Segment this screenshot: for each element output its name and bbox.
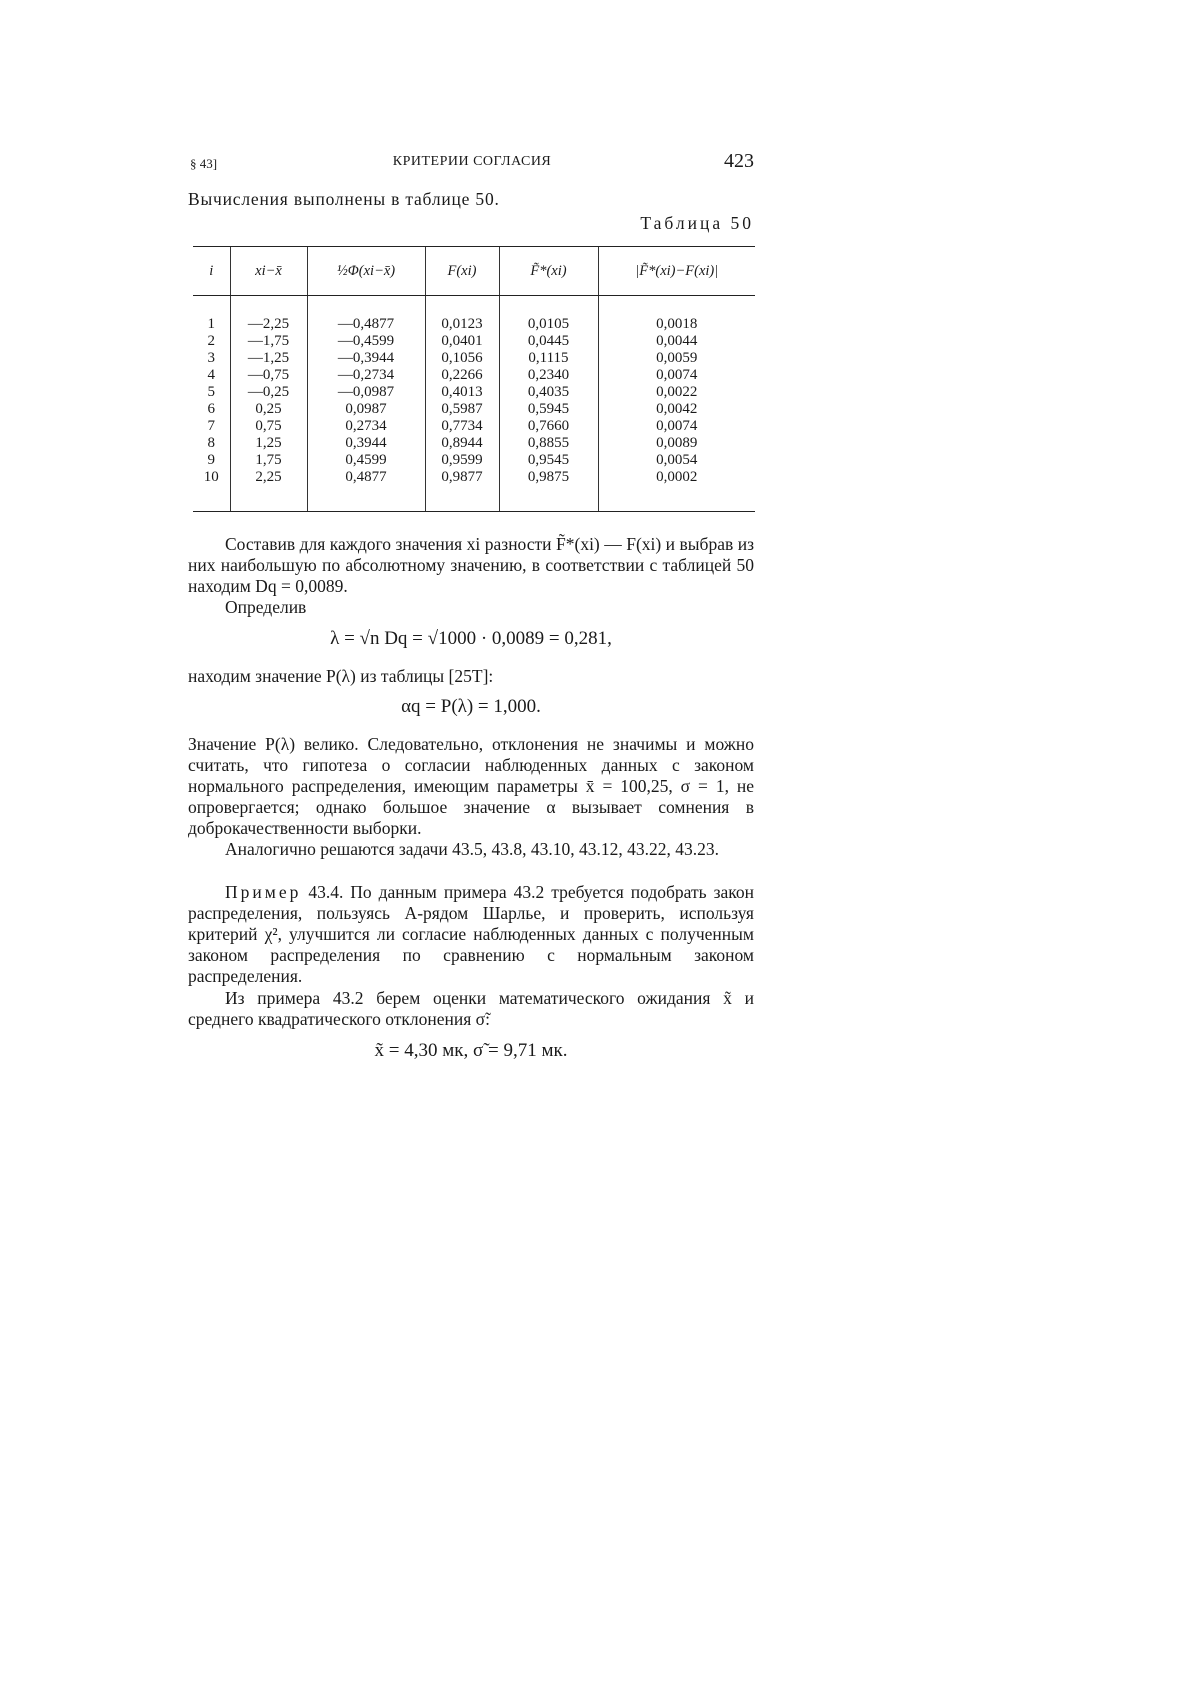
table-cell: 0,3944 (345, 435, 387, 451)
table-cell: 0,7660 (527, 418, 570, 434)
table-cell: 8 (207, 435, 215, 451)
table-cell: 4 (207, 367, 215, 383)
paragraph-5: Аналогично решаются задачи 43.5, 43.8, 43.10, 43.12, 43.22, 43.23. (225, 839, 719, 859)
table-cell: 2,25 (255, 469, 282, 485)
page-number: 423 (724, 150, 754, 172)
table-cell: 7 (207, 418, 215, 434)
table-cell: 0,5987 (441, 401, 483, 417)
table-cell: —0,2734 (337, 367, 395, 383)
table-cell: 9 (207, 452, 215, 468)
table-cell: —0,4599 (337, 333, 395, 349)
table-cell: 0,0018 (656, 316, 698, 332)
table-cell: 0,0123 (441, 316, 483, 332)
col-header-half-phi: ½Φ(xi−x̄) (307, 247, 425, 296)
table-cell: 0,0074 (656, 418, 698, 434)
table-cell: 0,0089 (656, 435, 698, 451)
table-cell: 6 (207, 401, 215, 417)
table-cell: —1,25 (247, 350, 290, 366)
table-cell: —0,3944 (337, 350, 395, 366)
col-abs-diff (598, 296, 755, 512)
table-cell: 0,9875 (527, 469, 570, 485)
table-cell: 0,0987 (345, 401, 387, 417)
equation-alpha: αq = P(λ) = 1,000. (401, 696, 541, 717)
col-header-i: i (193, 247, 230, 296)
table-cell: 1 (207, 316, 215, 332)
table-cell: 0,0044 (656, 333, 698, 349)
table-cell: 0,2266 (441, 367, 483, 383)
table-cell: —2,25 (247, 316, 290, 332)
table-cell: —0,25 (247, 384, 290, 400)
table-cell: 0,0002 (656, 469, 698, 485)
table-cell: 5 (207, 384, 215, 400)
table-cell: 0,0022 (656, 384, 698, 400)
table-cell: 0,4599 (345, 452, 387, 468)
table-cell: —0,75 (247, 367, 290, 383)
col-f (425, 296, 499, 512)
table-cell: 0,5945 (527, 401, 570, 417)
table-cell: 0,4035 (527, 384, 570, 400)
intro-line: Вычисления выполнены в таблице 50. (188, 189, 500, 209)
paragraph-6 (188, 882, 754, 987)
table-cell: 10 (203, 469, 219, 485)
table-cell: 0,0042 (656, 401, 698, 417)
table-cell: 0,1115 (528, 350, 569, 366)
table-cell: 0,9599 (441, 452, 483, 468)
equation-lambda: λ = √n Dq = √1000 · 0,0089 = 0,281, (330, 628, 612, 649)
paragraph-7: Из примера 43.2 берем оценки математического ожидания x̃ и среднего квадратического отклонения σ̃: (188, 988, 754, 1029)
paragraph-4: Значение P(λ) велико. Следовательно, отклонения не значимы и можно считать, что гипотеза о согласии наблюденных данных с законом нормального распределения, имеющим параметры x̄ = 100,25, σ = 1, не опровергается; однако большое значение α вызывает сомнения в доброкачественности выборки. (188, 734, 754, 838)
table-cell: 1,75 (255, 452, 282, 468)
table-cell: 0,2734 (345, 418, 387, 434)
table-row (193, 296, 755, 512)
table-cell: 0,0059 (656, 350, 698, 366)
paragraph-2: Определив (225, 597, 307, 617)
table-cell: 0,8944 (441, 435, 483, 451)
table-cell: 0,9877 (441, 469, 483, 485)
paragraph-3: находим значение P(λ) из таблицы [25Т]: (188, 666, 494, 686)
table-cell: 0,9545 (527, 452, 570, 468)
col-header-f-star: F̃*(xi) (499, 247, 598, 296)
table-cell: 0,4877 (345, 469, 387, 485)
section-marker: § 43] (190, 156, 218, 171)
table-cell: —0,0987 (337, 384, 395, 400)
paragraph-1: Составив для каждого значения xi разности F̃*(xi) — F(xi) и выбрав из них наибольшую по абсолютному значению, в соответствии с таблицей 50 находим Dq = 0,0089. (188, 534, 754, 596)
table-cell: 3 (207, 350, 215, 366)
table-cell: 0,75 (255, 418, 282, 434)
table-cell: 0,4013 (441, 384, 483, 400)
table-header-row (193, 247, 755, 296)
col-header-abs-diff: |F̃*(xi)−F(xi)| (598, 247, 755, 296)
table-cell: 0,0105 (527, 316, 570, 332)
table-cell: 0,1056 (441, 350, 483, 366)
chapter-title: КРИТЕРИИ СОГЛАСИЯ (392, 154, 552, 169)
table-cell: 0,0054 (656, 452, 698, 468)
table-cell: 0,8855 (527, 435, 570, 451)
table-cell: 1,25 (255, 435, 282, 451)
table-cell: 0,25 (255, 401, 282, 417)
equation-estimates: x̃ = 4,30 мк, σ̃ = 9,71 мк. (374, 1040, 568, 1061)
table-cell: 0,0401 (441, 333, 483, 349)
table-cell: 0,7734 (441, 418, 483, 434)
col-header-deviation: xi−x̄ (230, 247, 307, 296)
col-deviation (230, 296, 307, 512)
running-header (190, 150, 754, 176)
table-cell: —1,75 (247, 333, 290, 349)
table-caption: Таблица 50 (640, 213, 754, 233)
table-cell: 0,2340 (527, 367, 570, 383)
table-cell: 0,0445 (527, 333, 570, 349)
table-cell: —0,4877 (337, 316, 395, 332)
example-label: Пример (225, 882, 302, 902)
col-header-f: F(xi) (425, 247, 499, 296)
example-text: 43.4. По данным примера 43.2 требуется подобрать закон распределения, пользуясь A-рядом Шарлье, и проверить, используя критерий χ², улучшится ли согласие наблюденных данных с полученным законом распределения по сравнению с нормальным законом распределения. (188, 882, 754, 986)
table-cell: 0,0074 (656, 367, 698, 383)
table-50 (193, 246, 755, 512)
col-half-phi (307, 296, 425, 512)
table-cell: 2 (207, 333, 215, 349)
col-f-star (499, 296, 598, 512)
col-i (193, 296, 230, 512)
